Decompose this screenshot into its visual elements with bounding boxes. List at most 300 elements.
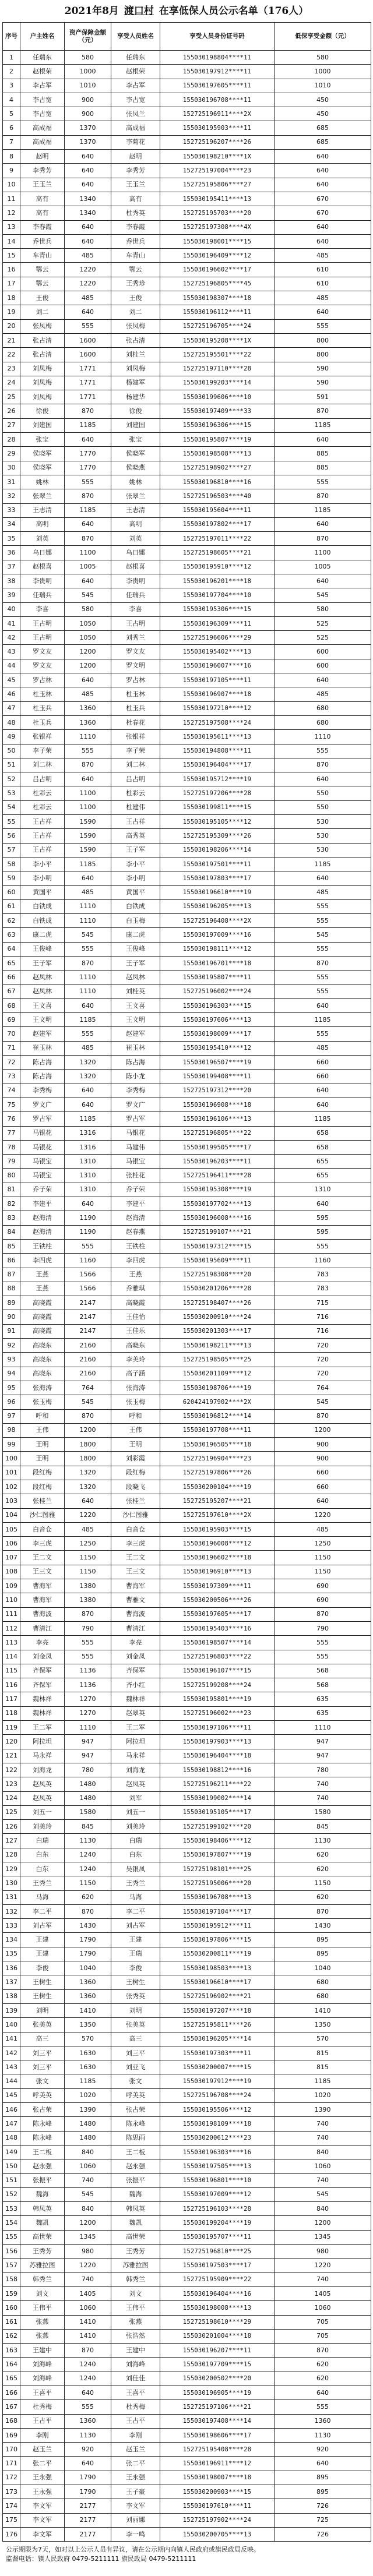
cell-member-amount: 1020: [275, 2088, 371, 2102]
cell-member-amount: 740: [275, 2272, 371, 2286]
cell-household-amount: 780: [65, 1763, 111, 1777]
cell-id-number: 155030196708****11: [160, 93, 275, 107]
cell-household-amount: 1771: [65, 376, 111, 390]
cell-household-head: 李三虎: [20, 1537, 65, 1551]
cell-id-number: 155030195403****16: [160, 1621, 275, 1635]
cell-member-amount: 568: [275, 1678, 371, 1692]
cell-member-name: 沙仁图雅: [111, 1508, 160, 1522]
cell-household-amount: 555: [65, 2400, 111, 2414]
cell-member-name: 王建中: [111, 2344, 160, 2358]
cell-serial: 3: [3, 79, 20, 93]
cell-household-amount: 1340: [65, 206, 111, 220]
cell-member-name: 乔子荣: [111, 1183, 160, 1197]
cell-serial: 155: [3, 2230, 20, 2244]
table-row: [3, 1098, 371, 1111]
cell-household-head: 李占宽: [20, 93, 65, 107]
table-row: [3, 1692, 371, 1706]
cell-id-number: 155030198111****12: [160, 942, 275, 956]
cell-serial: 86: [3, 1254, 20, 1268]
cell-id-number: 155030199505****17: [160, 1140, 275, 1154]
cell-id-number: 155030200811****19: [160, 1947, 275, 1961]
cell-member-amount: 485: [275, 291, 371, 305]
cell-member-amount: 660: [275, 1070, 371, 1084]
cell-household-amount: 640: [65, 1494, 111, 1508]
cell-id-number: 155030195308****19: [160, 1183, 275, 1197]
cell-id-number: 152725196805****45: [160, 277, 275, 291]
cell-serial: 169: [3, 2428, 20, 2442]
cell-serial: 125: [3, 1805, 20, 1819]
cell-household-amount: 870: [65, 1409, 111, 1423]
cell-member-amount: 640: [275, 998, 371, 1012]
cell-serial: 165: [3, 2372, 20, 2386]
header-member-amount: 低保享受金额（元）: [275, 23, 371, 51]
cell-serial: 60: [3, 885, 20, 899]
cell-id-number: 155030194808****11: [160, 744, 275, 758]
cell-household-head: 杜彩云: [20, 786, 65, 800]
cell-household-amount: 1800: [65, 1452, 111, 1466]
cell-household-amount: 840: [65, 2202, 111, 2216]
cell-member-amount: 640: [275, 178, 371, 192]
cell-household-amount: 1150: [65, 1565, 111, 1579]
cell-member-amount: 1005: [275, 560, 371, 574]
cell-serial: 13: [3, 220, 20, 234]
cell-household-head: 张宝: [20, 433, 65, 447]
cell-id-number: 155030199203****14: [160, 376, 275, 390]
cell-member-name: 任瑞东: [111, 51, 160, 65]
cell-serial: 12: [3, 206, 20, 220]
cell-serial: 161: [3, 2315, 20, 2329]
cell-id-number: 155030195306****15: [160, 602, 275, 616]
cell-id-number: 152725198505****25: [160, 1353, 275, 1367]
cell-serial: 54: [3, 800, 20, 814]
cell-serial: 65: [3, 957, 20, 971]
cell-serial: 16: [3, 263, 20, 277]
page-title: [0, 0, 373, 22]
cell-member-name: 呼和: [111, 1409, 160, 1423]
cell-serial: 114: [3, 1650, 20, 1664]
cell-household-head: 王秀芳: [20, 2245, 65, 2259]
cell-household-amount: 1630: [65, 2046, 111, 2060]
cell-household-head: 高世荣: [20, 2230, 65, 2244]
cell-member-amount: 610: [275, 277, 371, 291]
cell-household-amount: 1060: [65, 2159, 111, 2173]
cell-member-name: 刘海峰: [111, 2358, 160, 2372]
cell-id-number: 155030196107****15: [160, 1664, 275, 1678]
cell-household-head: 姚林: [20, 475, 65, 489]
cell-member-name: 王秀芳: [111, 2245, 160, 2259]
table-row: [3, 659, 371, 673]
cell-household-amount: 485: [65, 885, 111, 899]
cell-serial: 116: [3, 1678, 20, 1692]
table-row: [3, 1834, 371, 1848]
cell-id-number: 155030198008****13: [160, 2301, 275, 2315]
cell-member-amount: 525: [275, 631, 371, 645]
table-row: [3, 1876, 371, 1890]
cell-member-amount: 635: [275, 1706, 371, 1720]
cell-id-number: 155030197912****19: [160, 2074, 275, 2088]
table-row: [3, 2088, 371, 2102]
cell-household-amount: 1405: [65, 2286, 111, 2300]
cell-household-amount: 1310: [65, 1155, 111, 1169]
cell-household-amount: 555: [65, 744, 111, 758]
cell-household-amount: 2160: [65, 1339, 111, 1353]
footer-line-phone: 监督电话：镇人民政府 0479-5211111 旗民政局 0479-5211111: [6, 2555, 196, 2563]
cell-member-amount: 620: [275, 1848, 371, 1862]
cell-member-amount: 530: [275, 815, 371, 829]
cell-household-amount: 1130: [65, 2428, 111, 2442]
cell-household-head: 鄂云: [20, 263, 65, 277]
cell-member-amount: 1150: [275, 1565, 371, 1579]
cell-member-name: 侯晓军: [111, 447, 160, 461]
cell-household-head: 白东: [20, 1862, 65, 1876]
cell-member-name: 陈思雨: [111, 2131, 160, 2145]
cell-id-number: 152725196002****23: [160, 1706, 275, 1720]
cell-id-number: 152725195006****20: [160, 1876, 275, 1890]
cell-id-number: 155030198804****11: [160, 51, 275, 65]
cell-household-head: 王俊: [20, 291, 65, 305]
cell-household-amount: 790: [65, 1621, 111, 1635]
cell-household-head: 刘海龙: [20, 1763, 65, 1777]
cell-household-head: 罗占林: [20, 673, 65, 687]
cell-id-number: 155030200910****24: [160, 1310, 275, 1324]
cell-id-number: 155030195105****12: [160, 815, 275, 829]
cell-member-amount: 640: [275, 673, 371, 687]
table-row: [3, 1254, 371, 1268]
cell-household-amount: 1480: [65, 1791, 111, 1805]
cell-id-number: 155030197009****12: [160, 2187, 275, 2201]
cell-serial: 29: [3, 447, 20, 461]
table-row: [3, 1593, 371, 1607]
cell-household-head: 王志清: [20, 503, 65, 517]
cell-serial: 94: [3, 1367, 20, 1381]
cell-serial: 44: [3, 659, 20, 673]
cell-serial: 108: [3, 1565, 20, 1579]
cell-household-head: 刘三平: [20, 2060, 65, 2074]
cell-member-amount: 595: [275, 1225, 371, 1239]
cell-household-amount: 1190: [65, 1225, 111, 1239]
cell-member-amount: 530: [275, 829, 371, 843]
cell-member-name: 王树生: [111, 1975, 160, 1989]
cell-household-head: 陈永峰: [20, 2131, 65, 2145]
cell-member-name: 赵海清: [111, 1211, 160, 1225]
cell-household-head: 王铁柱: [20, 1239, 65, 1253]
cell-id-number: 155030195712****19: [160, 772, 275, 786]
cell-household-amount: 1050: [65, 631, 111, 645]
cell-serial: 9: [3, 164, 20, 178]
cell-household-amount: 1110: [65, 984, 111, 998]
cell-member-name: 陈占海: [111, 1056, 160, 1070]
cell-serial: 145: [3, 2088, 20, 2102]
table-row: [3, 2216, 371, 2230]
cell-member-amount: 1130: [275, 2428, 371, 2442]
cell-household-head: 乌日娜: [20, 546, 65, 560]
cell-serial: 146: [3, 2103, 20, 2117]
cell-member-name: 刘建国: [111, 418, 160, 432]
table-row: [3, 1947, 371, 1961]
cell-member-amount: 568: [275, 1664, 371, 1678]
cell-serial: 37: [3, 560, 20, 574]
cell-serial: 121: [3, 1749, 20, 1763]
cell-household-amount: 640: [65, 433, 111, 447]
cell-id-number: 155030195807****11: [160, 971, 275, 984]
table-row: [3, 2173, 371, 2187]
cell-household-amount: 1130: [65, 1834, 111, 1848]
table-row: [3, 1537, 371, 1551]
cell-member-name: 白瑞: [111, 1834, 160, 1848]
cell-member-name: 刘军: [111, 1791, 160, 1805]
cell-serial: 159: [3, 2286, 20, 2300]
cell-id-number: 155030200007****15: [160, 2060, 275, 2074]
table-row: [3, 1706, 371, 1720]
cell-serial: 81: [3, 1183, 20, 1197]
table-row: [3, 1239, 371, 1253]
cell-id-number: 155030195105****17: [160, 1805, 275, 1819]
cell-household-amount: 545: [65, 2187, 111, 2201]
table-row: [3, 107, 371, 121]
cell-member-name: 杜秀英: [111, 206, 160, 220]
cell-serial: 61: [3, 899, 20, 913]
cell-member-name: 高晓东: [111, 1339, 160, 1353]
cell-household-amount: 640: [65, 673, 111, 687]
cell-member-name: 刘桂英: [111, 984, 160, 998]
cell-member-name: 赵明: [111, 150, 160, 164]
cell-household-head: 刘英: [20, 532, 65, 546]
cell-member-amount: 570: [275, 2032, 371, 2046]
cell-member-name: 罗占军: [111, 1112, 160, 1126]
cell-member-amount: 840: [275, 2202, 371, 2216]
cell-serial: 10: [3, 178, 20, 192]
cell-member-amount: 640: [275, 517, 371, 531]
cell-id-number: 152725195408****28: [160, 2443, 275, 2457]
cell-member-amount: 595: [275, 1211, 371, 1225]
cell-household-amount: 870: [65, 2344, 111, 2358]
cell-household-head: 张海涛: [20, 1381, 65, 1395]
cell-member-name: 白玉梅: [111, 914, 160, 928]
cell-household-amount: 1410: [65, 2003, 111, 2017]
cell-member-amount: 600: [275, 659, 371, 673]
cell-member-name: 高三: [111, 2032, 160, 2046]
cell-serial: 91: [3, 1324, 20, 1338]
table-row: [3, 1183, 371, 1197]
cell-member-name: 高有: [111, 192, 160, 206]
cell-serial: 80: [3, 1169, 20, 1183]
cell-household-head: 刘二: [20, 305, 65, 319]
cell-household-amount: 1590: [65, 843, 111, 857]
cell-member-amount: 640: [275, 871, 371, 885]
cell-id-number: 155030197709****15: [160, 2358, 275, 2372]
cell-household-head: 李占军: [20, 79, 65, 93]
cell-id-number: 155030196106****13: [160, 1112, 275, 1126]
table-row: [3, 2499, 371, 2513]
cell-serial: 174: [3, 2499, 20, 2513]
table-row: [3, 376, 371, 390]
cell-serial: 73: [3, 1070, 20, 1084]
table-row: [3, 2018, 371, 2032]
cell-member-name: 王三文: [111, 1565, 160, 1579]
cell-household-amount: 1185: [65, 1013, 111, 1027]
cell-member-name: 刘亚飞: [111, 2060, 160, 2074]
cell-serial: 48: [3, 715, 20, 729]
cell-member-amount: 1000: [275, 65, 371, 79]
cell-id-number: 155030200612****23: [160, 2131, 275, 2145]
cell-household-head: 王伟平: [20, 2301, 65, 2315]
cell-serial: 39: [3, 588, 20, 602]
cell-serial: 132: [3, 1904, 20, 1918]
cell-serial: 34: [3, 517, 20, 531]
cell-member-amount: 1110: [275, 1721, 371, 1735]
cell-id-number: 155030196008****16: [160, 1211, 275, 1225]
cell-id-number: 155030197409****33: [160, 404, 275, 418]
cell-household-amount: 845: [65, 1820, 111, 1834]
cell-household-head: 马银花: [20, 1140, 65, 1154]
cell-id-number: 155030197605****17: [160, 1607, 275, 1621]
cell-member-amount: 485: [275, 1041, 371, 1055]
cell-serial: 153: [3, 2202, 20, 2216]
cell-household-amount: 1270: [65, 1692, 111, 1706]
cell-household-head: 张振平: [20, 2173, 65, 2187]
table-row: [3, 277, 371, 291]
cell-household-head: 王树生: [20, 1975, 65, 1989]
cell-household-amount: 1320: [65, 1070, 111, 1084]
cell-serial: 77: [3, 1126, 20, 1140]
title-text: 在享低保人员公示名单（176人）: [159, 5, 309, 17]
table-row: [3, 2344, 371, 2358]
cell-member-amount: 885: [275, 461, 371, 475]
cell-member-amount: 685: [275, 121, 371, 135]
cell-member-name: 刘英: [111, 532, 160, 546]
cell-id-number: 155030196205****14: [160, 2032, 275, 2046]
cell-member-name: 陈永峰: [111, 2117, 160, 2131]
cell-id-number: 152725197011****22: [160, 532, 275, 546]
cell-household-head: 高晓东: [20, 1353, 65, 1367]
cell-serial: 105: [3, 1522, 20, 1536]
cell-member-amount: 555: [275, 971, 371, 984]
cell-household-amount: 1160: [65, 1254, 111, 1268]
notice-footer: [0, 2542, 373, 2564]
cell-household-amount: 870: [65, 532, 111, 546]
cell-member-name: 张燕: [111, 2315, 160, 2329]
cell-member-name: 刘丽娜: [111, 2513, 160, 2527]
cell-household-amount: 640: [65, 871, 111, 885]
cell-serial: 50: [3, 744, 20, 758]
cell-serial: 25: [3, 390, 20, 404]
table-row: [3, 1140, 371, 1154]
cell-household-head: 刘明: [20, 2003, 65, 2017]
cell-member-name: 赵凤英: [111, 1777, 160, 1791]
cell-household-amount: 1770: [65, 461, 111, 475]
table-row: [3, 1975, 371, 1989]
cell-member-amount: 870: [275, 2344, 371, 2358]
cell-household-head: 曹清江: [20, 1621, 65, 1635]
cell-member-name: 王秀珍: [111, 277, 160, 291]
cell-id-number: 152725196708****24: [160, 2088, 275, 2102]
table-row: [3, 1650, 371, 1664]
cell-household-head: 李俊: [20, 1961, 65, 1975]
table-row: [3, 2358, 371, 2372]
cell-member-amount: 555: [275, 984, 371, 998]
cell-serial: 7: [3, 135, 20, 149]
cell-household-amount: 1410: [65, 2315, 111, 2329]
cell-household-head: 曹海军: [20, 1593, 65, 1607]
cell-household-head: 魏凯: [20, 2216, 65, 2230]
cell-serial: 66: [3, 971, 20, 984]
cell-id-number: 152725197004****23: [160, 164, 275, 178]
cell-member-amount: 1185: [275, 503, 371, 517]
cell-household-head: 陈永峰: [20, 2117, 65, 2131]
cell-household-amount: 1136: [65, 1678, 111, 1692]
cell-member-name: 王秀兰: [111, 1876, 160, 1890]
cell-serial: 69: [3, 1013, 20, 1027]
cell-household-amount: 485: [65, 249, 111, 263]
cell-serial: 71: [3, 1041, 20, 1055]
cell-member-name: 王二军: [111, 1721, 160, 1735]
cell-serial: 49: [3, 730, 20, 744]
cell-household-head: 王建: [20, 1947, 65, 1961]
cell-household-amount: 870: [65, 1904, 111, 1918]
cell-serial: 21: [3, 333, 20, 347]
cell-member-amount: 640: [275, 1197, 371, 1211]
cell-household-head: 高三: [20, 2032, 65, 2046]
cell-household-amount: 1100: [65, 800, 111, 814]
cell-household-head: 马银宝: [20, 1169, 65, 1183]
cell-member-amount: 658: [275, 1140, 371, 1154]
cell-household-amount: 1316: [65, 1126, 111, 1140]
cell-household-amount: 545: [65, 928, 111, 942]
cell-serial: 15: [3, 249, 20, 263]
table-row: [3, 1678, 371, 1692]
cell-serial: 42: [3, 631, 20, 645]
cell-member-amount: 1430: [275, 1919, 371, 1933]
table-row: [3, 1169, 371, 1183]
table-row: [3, 984, 371, 998]
cell-member-amount: 740: [275, 2117, 371, 2131]
cell-id-number: 152725196103****28: [160, 2202, 275, 2216]
cell-member-name: 李春霞: [111, 220, 160, 234]
table-row: [3, 1084, 371, 1098]
cell-serial: 152: [3, 2187, 20, 2201]
cell-member-amount: 670: [275, 206, 371, 220]
cell-id-number: 155030196812****14: [160, 1409, 275, 1423]
cell-serial: 28: [3, 433, 20, 447]
footer-line-notice: 公示期限为7天，如对以上公示人员有异议，请在公示期内向镇人民政府或旗民政局反映。: [6, 2546, 260, 2554]
cell-member-name: 高明: [111, 517, 160, 531]
cell-household-head: 赵明: [20, 150, 65, 164]
cell-member-amount: 450: [275, 107, 371, 121]
cell-id-number: 155030198211****13: [160, 1339, 275, 1353]
cell-id-number: 155030199811****15: [160, 800, 275, 814]
table-row: [3, 2259, 371, 2272]
cell-member-amount: 980: [275, 2245, 371, 2259]
cell-member-name: 刘占军: [111, 1919, 160, 1933]
cell-member-amount: 1060: [275, 2301, 371, 2315]
cell-household-amount: 555: [65, 1027, 111, 1041]
header-serial: 序号: [3, 23, 20, 51]
cell-serial: 129: [3, 1862, 20, 1876]
cell-household-head: 乔子荣: [20, 1183, 65, 1197]
cell-serial: 76: [3, 1112, 20, 1126]
cell-serial: 135: [3, 1947, 20, 1961]
cell-household-head: 杜秀梅: [20, 2400, 65, 2414]
cell-member-amount: 1185: [275, 1013, 371, 1027]
cell-household-head: 李亮: [20, 1636, 65, 1650]
cell-household-amount: 1185: [65, 857, 111, 871]
cell-serial: 112: [3, 1621, 20, 1635]
cell-serial: 47: [3, 701, 20, 715]
cell-serial: 137: [3, 1975, 20, 1989]
cell-serial: 70: [3, 1027, 20, 1041]
cell-household-head: 刘文: [20, 2286, 65, 2300]
cell-household-head: 段红梅: [20, 1466, 65, 1480]
